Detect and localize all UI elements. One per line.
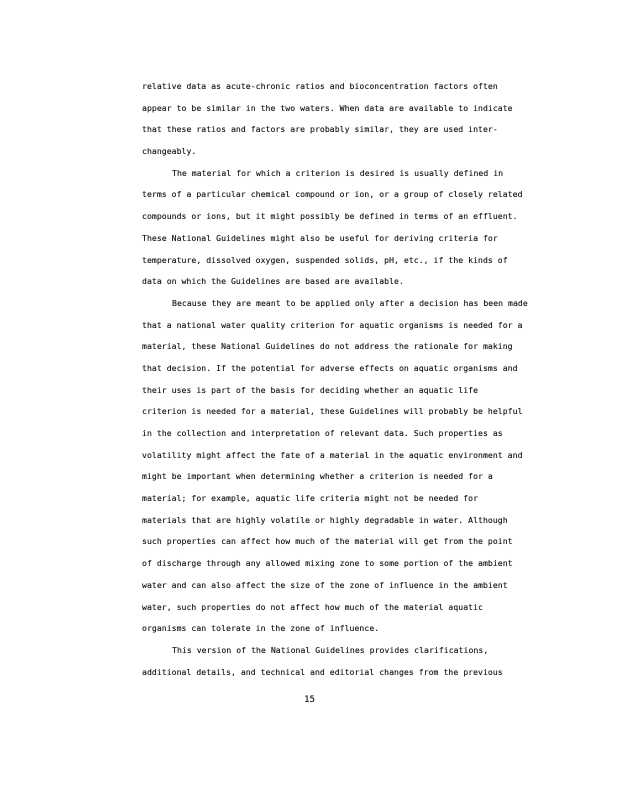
text-line: that a national water quality criterion for aquatic organisms is needed for a bbox=[142, 319, 523, 330]
text-line: appear to be similar in the two waters. When data are available to indicate bbox=[142, 102, 513, 113]
text-line: volatility might affect the fate of a material in the aquatic environment and bbox=[142, 449, 523, 460]
text-line: additional details, and technical and editorial changes from the previous bbox=[142, 666, 503, 677]
page-number: 15 bbox=[304, 695, 315, 705]
text-line: These National Guidelines might also be useful for deriving criteria for bbox=[142, 232, 498, 243]
text-line: criterion is needed for a material, these Guidelines will probably be helpful bbox=[142, 406, 523, 417]
text-line: changeably. bbox=[142, 146, 197, 157]
text-line: temperature, dissolved oxygen, suspended solids, pH, etc., if the kinds of bbox=[142, 254, 508, 265]
text-line: relative data as acute-chronic ratios and bioconcentration factors often bbox=[142, 81, 498, 91]
text-line: The material for which a criterion is desired is usually defined in bbox=[172, 167, 504, 178]
text-line: material; for example, aquatic life criteria might not be needed for bbox=[142, 493, 479, 504]
text-line: their uses is part of the basis for deciding whether an aquatic life bbox=[142, 384, 479, 395]
paragraph bbox=[142, 293, 552, 640]
text-line: might be important when determining whether a criterion is needed for a bbox=[142, 471, 493, 482]
text-line: organisms can tolerate in the zone of influence. bbox=[142, 623, 380, 634]
text-line: water, such properties do not affect how much of the material aquatic bbox=[142, 601, 483, 612]
paragraph bbox=[142, 640, 552, 683]
text-line: such properties can affect how much of the material will get from the point bbox=[142, 536, 513, 547]
text-line: This version of the National Guidelines provides clarifications, bbox=[172, 644, 489, 655]
text-line: materials that are highly volatile or highly degradable in water. Although bbox=[142, 514, 508, 525]
text-line: terms of a particular chemical compound or ion, or a group of closely related bbox=[142, 189, 523, 200]
paragraph bbox=[142, 163, 552, 293]
text-line: water and can also affect the size of the zone of influence in the ambient bbox=[142, 579, 508, 590]
text-line: data on which the Guidelines are based are available. bbox=[142, 276, 404, 287]
text-line: that these ratios and factors are probably similar, they are used inter- bbox=[142, 124, 498, 135]
text-line: in the collection and interpretation of relevant data. Such properties as bbox=[142, 428, 503, 438]
text-line: that decision. If the potential for adverse effects on aquatic organisms and bbox=[142, 362, 518, 373]
text-line: of discharge through any allowed mixing zone to some portion of the ambient bbox=[142, 558, 513, 569]
body-text bbox=[142, 76, 552, 683]
text-line: Because they are meant to be applied only after a decision has been made bbox=[172, 297, 528, 308]
text-line: compounds or ions, but it might possibly be defined in terms of an effluent. bbox=[142, 211, 518, 222]
text-line: material, these National Guidelines do not address the rationale for making bbox=[142, 341, 513, 352]
paragraph bbox=[142, 76, 552, 163]
